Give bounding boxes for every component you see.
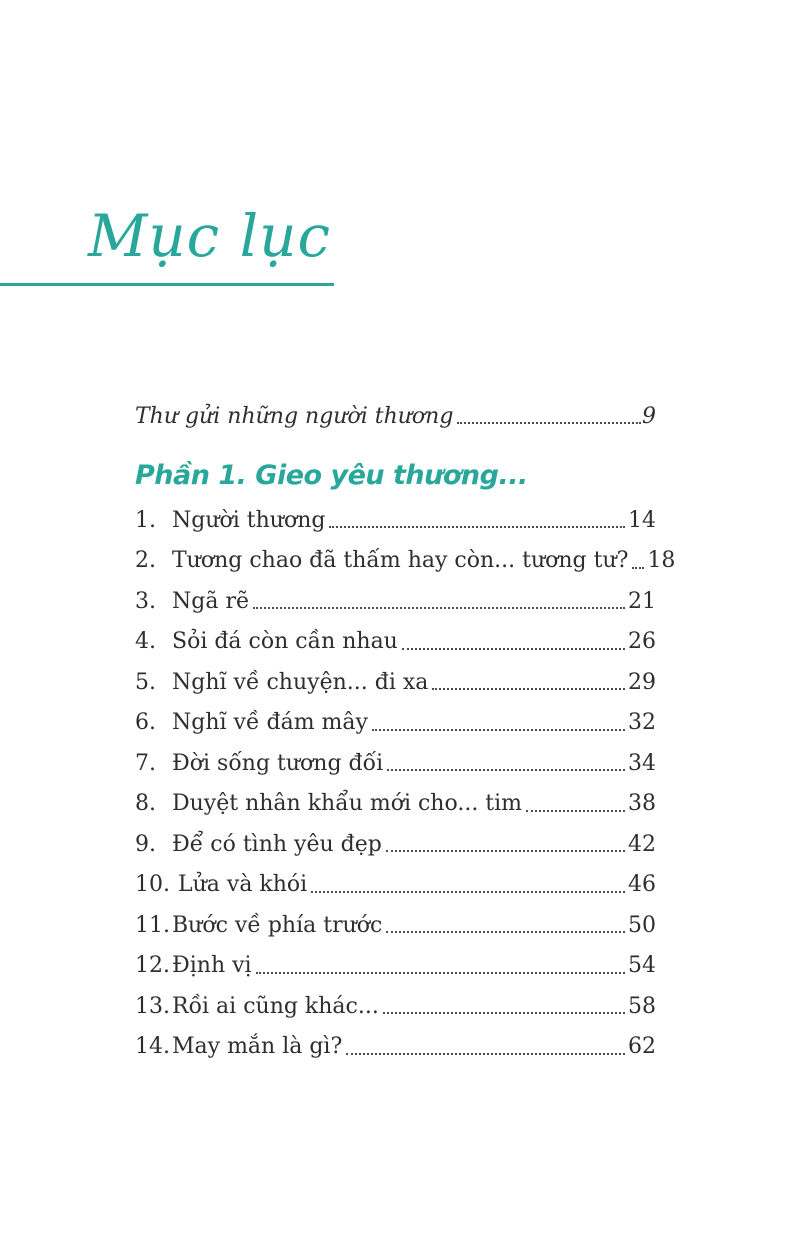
toc-item: [135, 986, 656, 1027]
entry-number: 4.: [135, 629, 156, 655]
entry-page-number: 54: [628, 953, 656, 979]
dot-leader: [402, 648, 625, 650]
entry-number: 14.: [135, 1034, 170, 1060]
dot-leader: [372, 729, 625, 731]
toc-item: [135, 865, 656, 906]
entry-number: 3.: [135, 588, 156, 614]
toc-item: [135, 500, 656, 541]
entry-page-number: 26: [628, 629, 656, 655]
entry-number: 10.: [135, 872, 170, 898]
toc-item: [135, 662, 656, 703]
toc-item: [135, 541, 676, 582]
toc-list: [135, 500, 676, 1067]
entry-page-number: 21: [628, 588, 656, 614]
toc-item: [135, 824, 656, 865]
entry-number: 8.: [135, 791, 156, 817]
entry-number: 5.: [135, 669, 156, 695]
toc-item: [135, 703, 656, 744]
entry-number: 13.: [135, 993, 170, 1019]
toc-front-entry: [135, 396, 656, 436]
entry-title: Ngã rẽ: [172, 588, 249, 614]
entry-number: 6.: [135, 710, 156, 736]
entry-page-number: 9: [642, 403, 656, 429]
dot-leader: [346, 1053, 625, 1055]
toc-item: [135, 1027, 656, 1068]
section-heading: Phần 1. Gieo yêu thương...: [135, 460, 528, 491]
entry-title: May mắn là gì?: [172, 1034, 343, 1060]
entry-page-number: 29: [628, 669, 656, 695]
toc-item: [135, 743, 656, 784]
entry-page-number: 18: [647, 548, 676, 574]
entry-page-number: 62: [628, 1034, 656, 1060]
entry-page-number: 38: [628, 791, 656, 817]
page-title-block: [0, 200, 333, 272]
toc-item: [135, 784, 656, 825]
entry-title: Nghĩ về đám mây: [172, 710, 368, 736]
entry-title: Định vị: [172, 953, 252, 979]
dot-leader: [256, 972, 625, 974]
toc-item: [135, 622, 656, 663]
toc-item: [135, 905, 656, 946]
dot-leader: [383, 1012, 625, 1014]
dot-leader: [387, 769, 625, 771]
entry-page-number: 34: [628, 750, 656, 776]
entry-number: 9.: [135, 831, 156, 857]
dot-leader: [386, 931, 625, 933]
entry-number: 7.: [135, 750, 156, 776]
entry-title: Người thương: [172, 507, 326, 533]
dot-leader: [253, 607, 625, 609]
entry-title: Sỏi đá còn cần nhau: [172, 629, 398, 655]
toc-content: [135, 396, 676, 1067]
entry-number: 12.: [135, 953, 170, 979]
entry-title: Duyệt nhân khẩu mới cho... tim: [172, 791, 523, 817]
entry-page-number: 42: [628, 831, 656, 857]
title-underline: [0, 283, 334, 286]
dot-leader: [329, 526, 625, 528]
dot-leader: [526, 810, 625, 812]
entry-title: Tương chao đã thấm hay còn... tương tư?: [172, 548, 629, 574]
entry-title: Để có tình yêu đẹp: [172, 831, 382, 857]
dot-leader: [432, 688, 625, 690]
entry-number: 2.: [135, 548, 156, 574]
dot-leader: [386, 850, 625, 852]
dot-leader: [632, 567, 644, 569]
dot-leader: [311, 891, 625, 893]
entry-number: 1.: [135, 507, 156, 533]
entry-title: Nghĩ về chuyện... đi xa: [172, 669, 429, 695]
entry-number: 11.: [135, 912, 170, 938]
entry-page-number: 58: [628, 993, 656, 1019]
entry-title: Lửa và khói: [178, 872, 308, 898]
entry-page-number: 50: [628, 912, 656, 938]
entry-page-number: 32: [628, 710, 656, 736]
entry-page-number: 14: [628, 507, 656, 533]
dot-leader: [457, 422, 641, 424]
entry-page-number: 46: [628, 872, 656, 898]
page-title: Mục lục: [87, 202, 331, 270]
entry-title: Bước về phía trước: [172, 912, 383, 938]
toc-item: [135, 581, 656, 622]
entry-title: Thư gửi những người thương: [135, 403, 454, 429]
toc-item: [135, 946, 656, 987]
entry-title: Đời sống tương đối: [172, 750, 384, 776]
entry-title: Rồi ai cũng khác...: [172, 993, 379, 1019]
